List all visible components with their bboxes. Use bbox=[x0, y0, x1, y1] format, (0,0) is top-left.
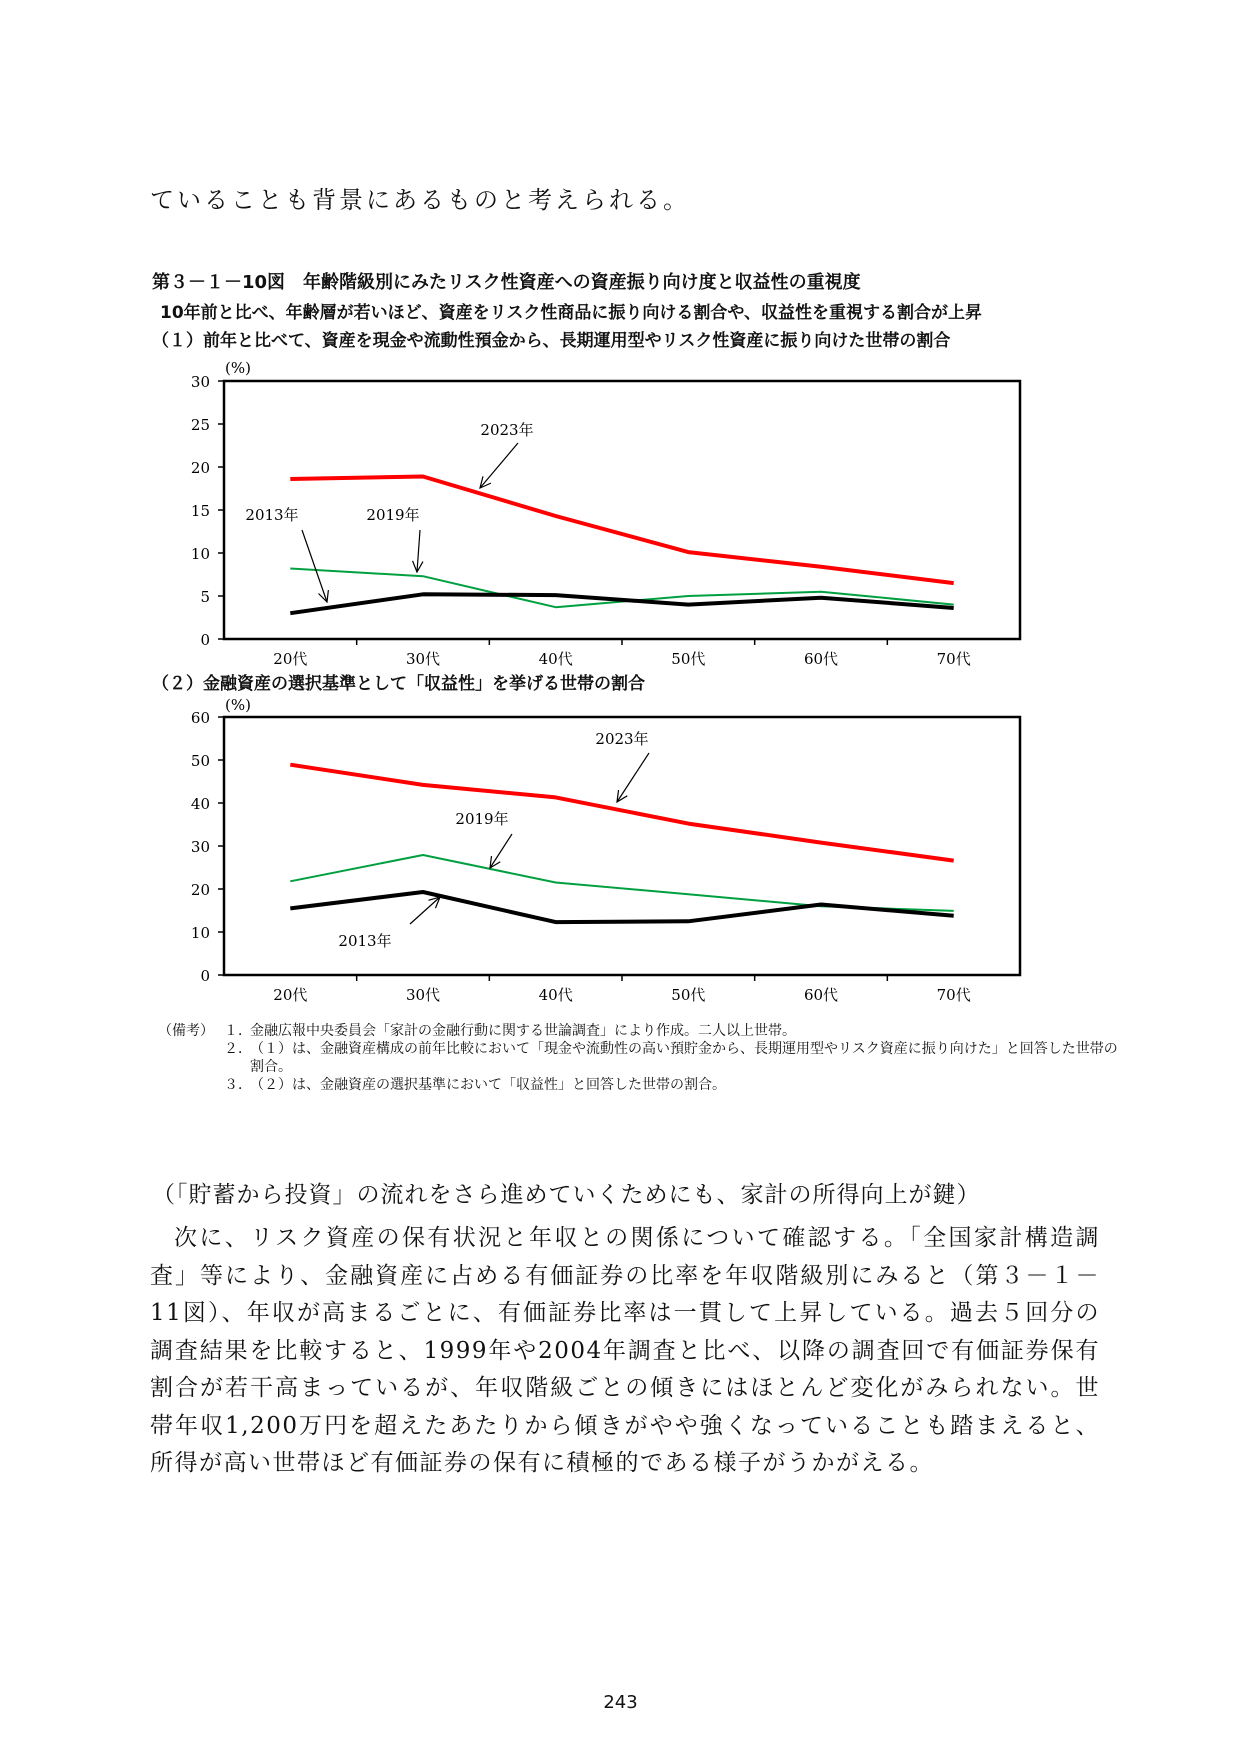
y-tick-label: 10 bbox=[190, 924, 210, 942]
x-tick-label: 60代 bbox=[803, 650, 839, 668]
note-number: １． bbox=[224, 1023, 252, 1039]
series-line-2013 bbox=[290, 892, 953, 922]
y-tick-label: 50 bbox=[190, 752, 210, 770]
series-line-2013 bbox=[290, 594, 953, 613]
series-label-2019: 2019年 bbox=[366, 506, 420, 524]
y-tick-label: 0 bbox=[200, 631, 210, 649]
annotation-arrow bbox=[490, 834, 512, 868]
x-tick-label: 20代 bbox=[273, 986, 308, 1004]
series-label-2019: 2019年 bbox=[455, 810, 509, 828]
x-tick-label: 50代 bbox=[671, 986, 706, 1004]
annotation-arrow bbox=[302, 530, 327, 602]
note-row-3 bbox=[158, 1076, 1118, 1094]
x-tick-label: 30代 bbox=[405, 986, 441, 1004]
x-tick-label: 70代 bbox=[936, 986, 971, 1004]
note-number: ２． bbox=[224, 1041, 252, 1057]
x-tick-label: 50代 bbox=[671, 650, 706, 668]
series-label-2013: 2013年 bbox=[245, 506, 299, 524]
lead-text: ていることも背景にあるものと考えられる。 bbox=[150, 186, 690, 214]
note-row-1 bbox=[158, 1022, 1118, 1040]
note-text: 金融広報中央委員会「家計の金融行動に関する世論調査」により作成。二人以上世帯。 bbox=[250, 1023, 796, 1039]
body-paragraph: 次に、リスク資産の保有状況と年収との関係について確認する。「全国家計構造調査」等により、金融資産に占める有価証券の比率を年収階級別にみると（第３－１－11図）、年収が高まるごとに、有価証券比率は一貫して上昇している。過去５回分の調査結果を比較すると、1999年や2004年調査と比べ、以降の調査回で有価証券保有割合が若干高まっているが、年収階級ごとの傾きにはほとんど変化がみられない。世帯年収1,200万円を超えたあたりから傾きがやや強くなっていることも踏まえると、所得が高い世帯ほど有価証券の保有に積極的である様子がうかがえる。 bbox=[150, 1225, 1100, 1476]
x-tick-label: 20代 bbox=[273, 650, 308, 668]
y-tick-label: 40 bbox=[190, 795, 210, 813]
y-tick-label: 10 bbox=[190, 545, 210, 563]
annotation-arrow bbox=[480, 443, 518, 488]
series-label-2023: 2023年 bbox=[480, 421, 534, 439]
unit-label: (%) bbox=[225, 359, 251, 377]
x-tick-label: 60代 bbox=[803, 986, 839, 1004]
annotation-arrow bbox=[617, 753, 649, 802]
series-label-2023: 2023年 bbox=[595, 730, 649, 748]
annotation-arrow bbox=[410, 897, 440, 924]
x-tick-label: 70代 bbox=[936, 650, 971, 668]
note-text: （１）は、金融資産構成の前年比較において「現金や流動性の高い預貯金から、長期運用型やリスク資産に振り向けた」と回答した世帯の割合。 bbox=[250, 1041, 1118, 1075]
note-text: （２）は、金融資産の選択基準において「収益性」と回答した世帯の割合。 bbox=[250, 1077, 726, 1093]
y-tick-label: 0 bbox=[200, 967, 210, 985]
note-number: ３． bbox=[224, 1077, 252, 1093]
page-number: 243 bbox=[603, 1692, 638, 1713]
annotation-arrow bbox=[417, 530, 420, 572]
y-tick-label: 5 bbox=[200, 588, 210, 606]
unit-label: (%) bbox=[225, 696, 251, 714]
figure-title: 第３－１－10図 年齢階級別にみたリスク性資産への資産振り向け度と収益性の重視度 bbox=[152, 272, 861, 293]
note-row-2 bbox=[158, 1040, 1118, 1076]
x-tick-label: 30代 bbox=[405, 650, 441, 668]
x-tick-label: 40代 bbox=[538, 986, 573, 1004]
series-line-2019 bbox=[290, 855, 953, 911]
y-tick-label: 30 bbox=[190, 838, 210, 856]
series-label-2013: 2013年 bbox=[338, 932, 392, 950]
y-tick-label: 20 bbox=[190, 881, 210, 899]
notes bbox=[158, 1022, 1118, 1094]
figure-subtitle: 10年前と比べ、年齢層が若いほど、資産をリスク性商品に振り向ける割合や、収益性を重視する割合が上昇 bbox=[160, 303, 982, 323]
series-line-2023 bbox=[290, 765, 953, 861]
panel-2-title: （２）金融資産の選択基準として「収益性」を挙げる世帯の割合 bbox=[152, 674, 645, 694]
notes-head: （備考） bbox=[158, 1023, 214, 1039]
y-tick-label: 15 bbox=[190, 502, 210, 520]
y-tick-label: 30 bbox=[190, 373, 210, 391]
y-tick-label: 20 bbox=[190, 459, 210, 477]
y-tick-label: 60 bbox=[190, 709, 210, 727]
panel-1-title: （１）前年と比べて、資産を現金や流動性預金から、長期運用型やリスク性資産に振り向けた世帯の割合 bbox=[152, 331, 951, 351]
y-tick-label: 25 bbox=[190, 416, 210, 434]
section-heading: （「貯蓄から投資」の流れをさら進めていくためにも、家計の所得向上が鍵） bbox=[152, 1182, 981, 1208]
series-line-2023 bbox=[290, 477, 953, 584]
x-tick-label: 40代 bbox=[538, 650, 573, 668]
